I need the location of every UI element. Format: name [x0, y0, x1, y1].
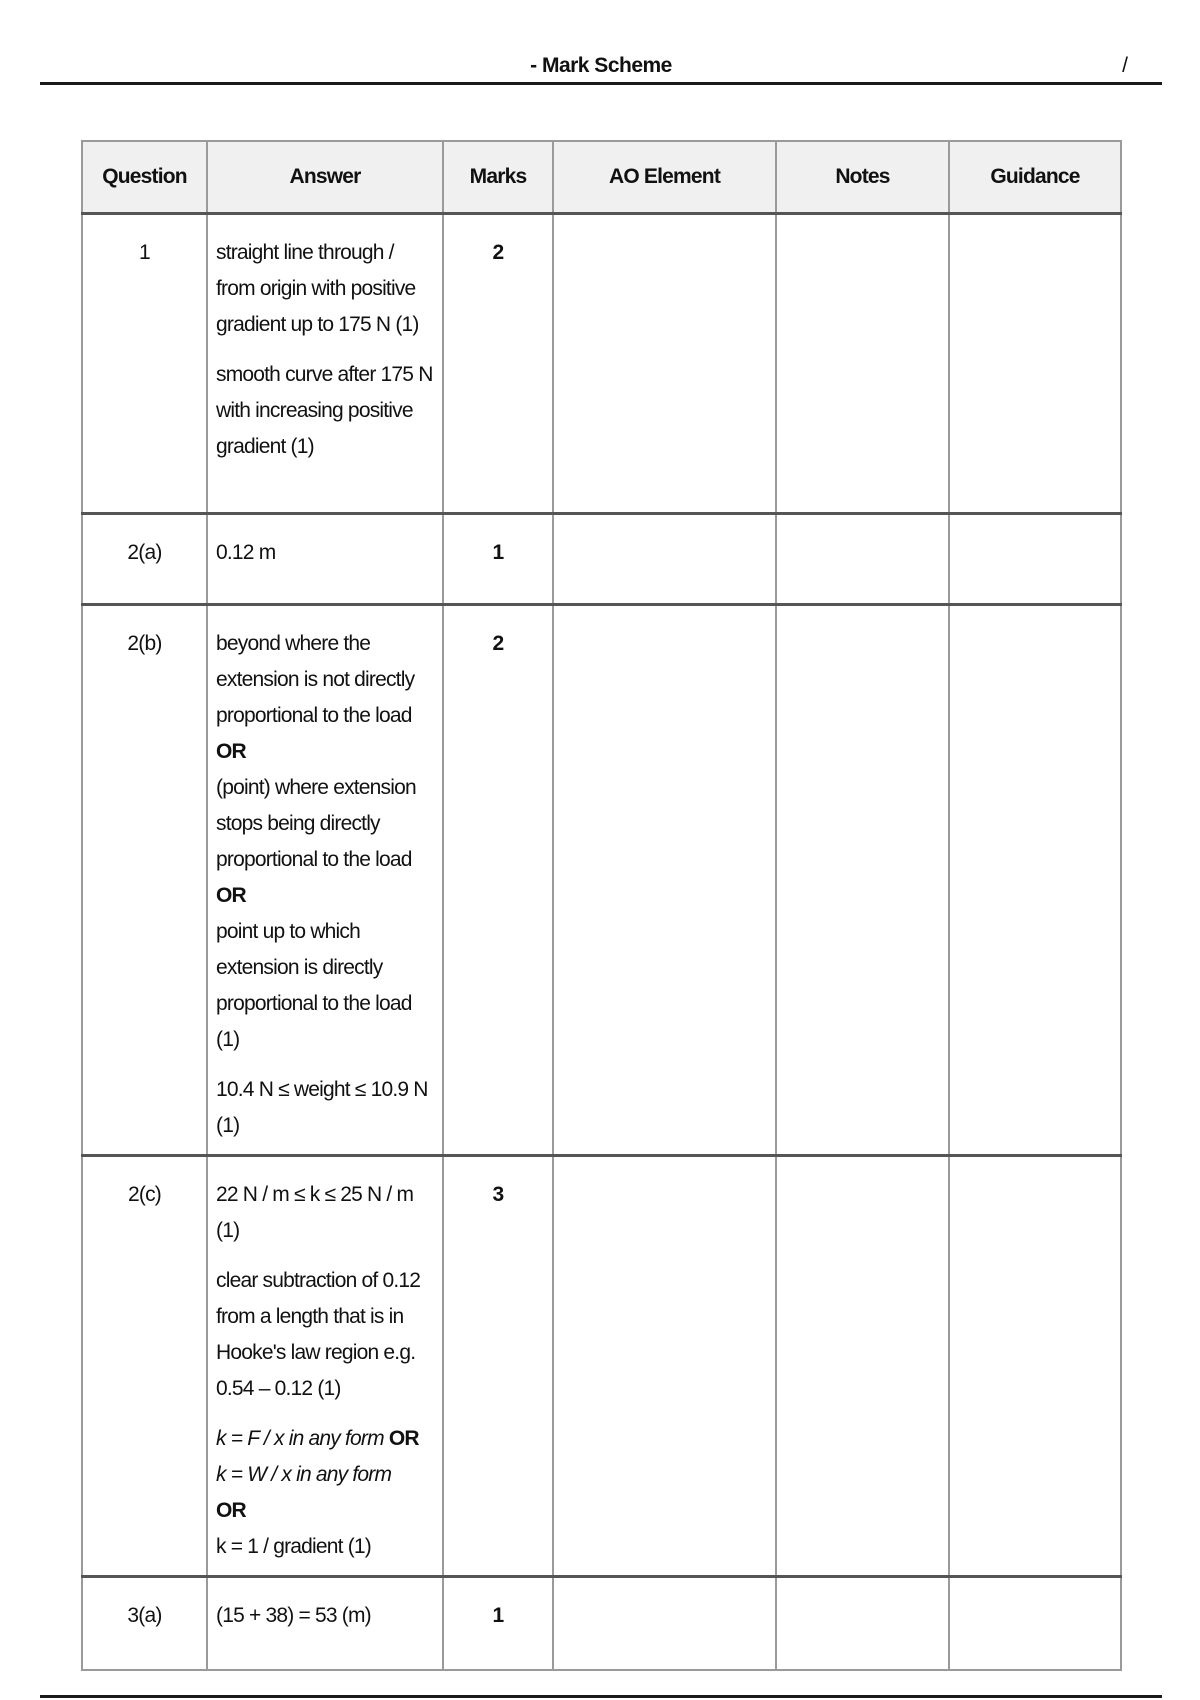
column-header-guidance: Guidance: [949, 141, 1121, 214]
answer-point: [216, 626, 436, 1058]
guidance-cell: [949, 1577, 1121, 1670]
answer-point: 22 N / m ≤ k ≤ 25 N / m (1): [216, 1183, 414, 1242]
or-keyword: OR: [216, 1499, 246, 1522]
answer-text: k = F / x in any form: [216, 1427, 384, 1450]
notes-cell: [776, 1577, 949, 1670]
answer-cell: [207, 1577, 443, 1670]
answer-text: point up to which extension is directly proportional to the load (1): [216, 920, 412, 1051]
page-title: - Mark Scheme: [530, 54, 672, 77]
guidance-cell: [949, 514, 1121, 605]
column-header-answer: Answer: [207, 141, 443, 214]
answer-point: clear subtraction of 0.12 from a length that is in Hooke's law region e.g. 0.54 – 0.12 (1): [216, 1269, 421, 1400]
ao-element-cell: [553, 514, 776, 605]
answer-point: [216, 1421, 436, 1565]
guidance-cell: [949, 214, 1121, 514]
answer-point: smooth curve after 175 N with increasing positive gradient (1): [216, 363, 433, 458]
table-row: [82, 514, 1121, 605]
answer-cell: [207, 514, 443, 605]
marks-cell: 2: [443, 605, 553, 1156]
answer-text: beyond where the extension is not directly proportional to the load: [216, 632, 415, 727]
or-keyword: OR: [216, 884, 246, 907]
ao-element-cell: [553, 605, 776, 1156]
column-header-question: Question: [82, 141, 207, 214]
answer-point: straight line through / from origin with positive gradient up to 175 N (1): [216, 241, 419, 336]
ao-element-cell: [553, 1577, 776, 1670]
table-row: [82, 1156, 1121, 1577]
answer-text: (point) where extension stops being directly proportional to the load: [216, 776, 416, 871]
guidance-cell: [949, 605, 1121, 1156]
notes-cell: [776, 1156, 949, 1577]
notes-cell: [776, 214, 949, 514]
marks-cell: 1: [443, 514, 553, 605]
or-keyword: OR: [216, 740, 246, 763]
footer-divider: [40, 1695, 1162, 1698]
notes-cell: [776, 605, 949, 1156]
table-row: [82, 214, 1121, 514]
answer-point: (15 + 38) = 53 (m): [216, 1604, 371, 1627]
or-keyword: OR: [388, 1427, 419, 1450]
question-cell: 2(b): [82, 605, 207, 1156]
mark-scheme-table: [81, 140, 1122, 1671]
question-cell: 2(c): [82, 1156, 207, 1577]
page-number: /: [1122, 54, 1128, 77]
table-row: [82, 1577, 1121, 1670]
column-header-ao-element: AO Element: [553, 141, 776, 214]
marks-cell: 2: [443, 214, 553, 514]
answer-cell: [207, 1156, 443, 1577]
guidance-cell: [949, 1156, 1121, 1577]
table-row: [82, 605, 1121, 1156]
column-header-notes: Notes: [776, 141, 949, 214]
page-header: [40, 48, 1162, 85]
table-header-row: [82, 141, 1121, 214]
column-header-marks: Marks: [443, 141, 553, 214]
answer-point: 0.12 m: [216, 541, 276, 564]
question-cell: 1: [82, 214, 207, 514]
notes-cell: [776, 514, 949, 605]
ao-element-cell: [553, 1156, 776, 1577]
question-cell: 2(a): [82, 514, 207, 605]
answer-text: k = W / x in any form: [216, 1463, 392, 1486]
marks-cell: 3: [443, 1156, 553, 1577]
answer-text: k = 1 / gradient (1): [216, 1535, 372, 1558]
marks-cell: 1: [443, 1577, 553, 1670]
answer-point: 10.4 N ≤ weight ≤ 10.9 N (1): [216, 1078, 428, 1137]
ao-element-cell: [553, 214, 776, 514]
answer-cell: [207, 214, 443, 514]
question-cell: 3(a): [82, 1577, 207, 1670]
answer-cell: [207, 605, 443, 1156]
